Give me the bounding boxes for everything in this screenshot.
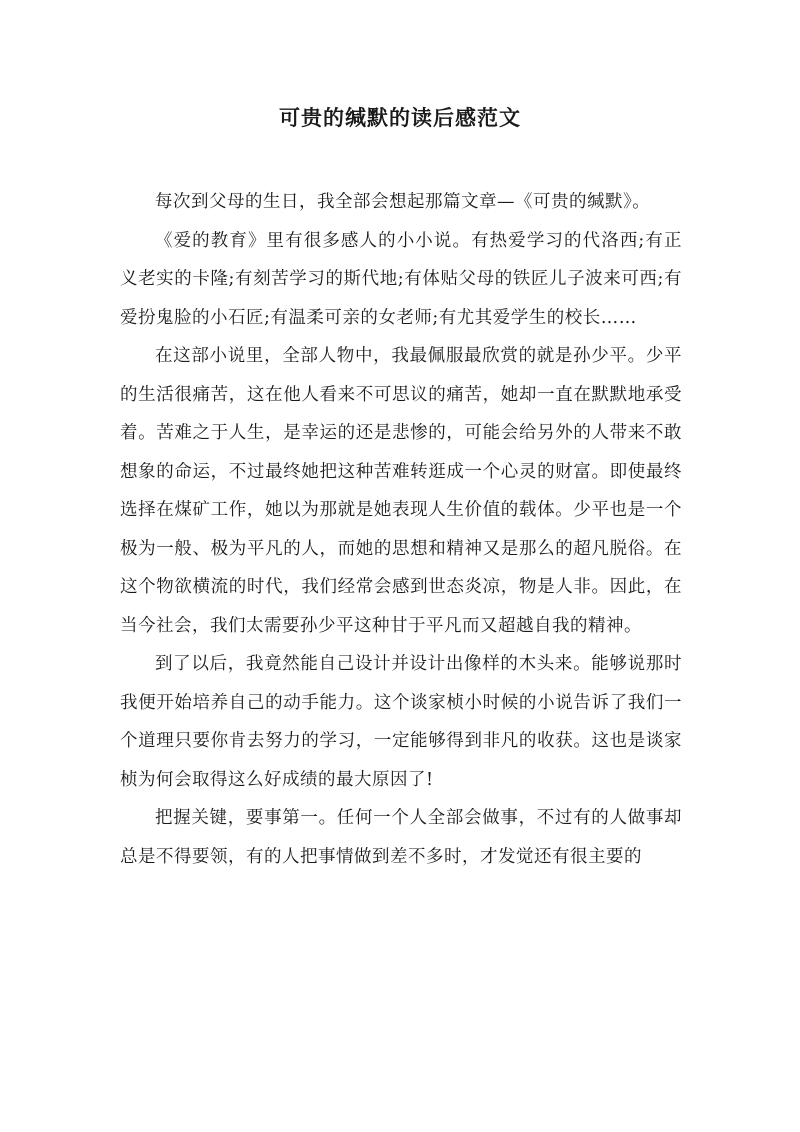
paragraph: 在这部小说里，全部人物中，我最佩服最欣赏的就是孙少平。少平的生活很痛苦，这在他人看来不可思议的痛苦，她却一直在默默地承受着。苦难之于人生，是幸运的还是悲惨的，可能会给另外的人带来不敢想象的命运，不过最终她把这种苦难转逛成一个心灵的财富。即使最终选择在煤矿工作，她以为那就是她表现人生价值的载体。少平也是一个极为一般、极为平凡的人，而她的思想和精神又是那么的超凡脱俗。在这个物欲横流的时代，我们经常会感到世态炎凉，物是人非。因此，在当今社会，我们太需要孙少平这种甘于平凡而又超越自我的精神。 <box>120 346 682 636</box>
paragraph: 《爱的教育》里有很多感人的小小说。有热爱学习的代洛西;有正义老实的卡隆;有刻苦学习的斯代地;有体贴父母的铁匠儿子波来可西;有爱扮鬼脸的小石匠;有温柔可亲的女老师;有尤其爱学生的校长…… <box>120 230 682 328</box>
document-body <box>120 183 682 876</box>
paragraph: 把握关键，要事第一。任何一个人全部会做事，不过有的人做事却总是不得要领，有的人把事情做到差不多时，才发觉还有很主要的 <box>120 808 682 867</box>
paragraph: 每次到父母的生日，我全部会想起那篇文章—《可贵的缄默》。 <box>155 192 651 212</box>
paragraph: 到了以后，我竟然能自己设计并设计出像样的木头来。能够说那时我便开始培养自己的动手能力。这个谈家桢小时候的小说告诉了我们一个道理只要你肯去努力的学习，一定能够得到非凡的收获。这也是谈家桢为何会取得这么好成绩的最大原因了! <box>120 654 682 790</box>
document-title: 可贵的缄默的读后感范文 <box>279 105 521 130</box>
